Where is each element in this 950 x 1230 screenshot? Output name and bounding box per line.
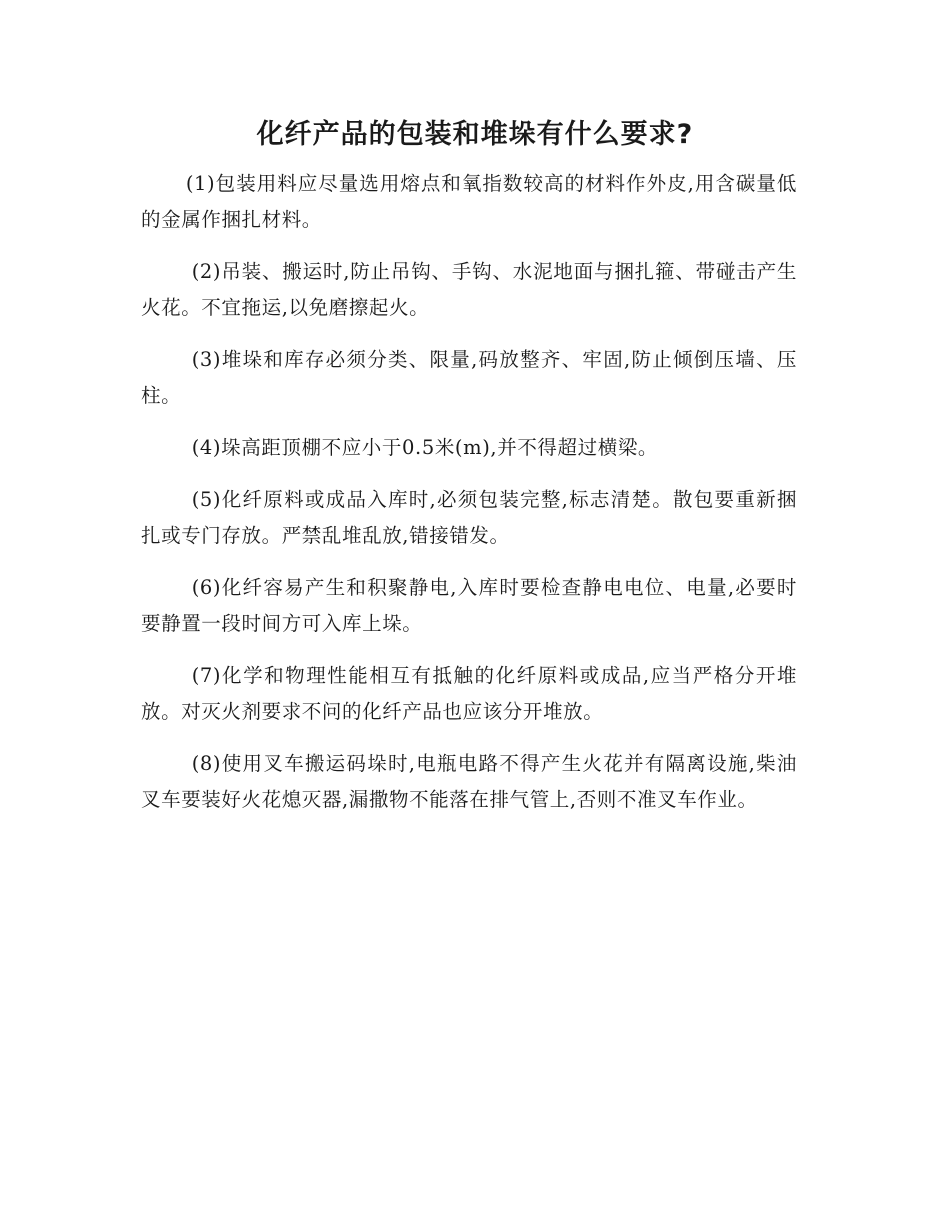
- paragraph-2: (2)吊装、搬运时,防止吊钩、手钩、水泥地面与捆扎箍、带碰击产生火花。不宜拖运,以免磨擦起火。: [141, 260, 797, 319]
- page-title: 化纤产品的包装和堆垛有什么要求?: [256, 119, 694, 150]
- document-body: [141, 166, 797, 834]
- paragraph-4: (4)垛高距顶棚不应小于0.5米(m),并不得超过横梁。: [191, 436, 659, 459]
- paragraph-8: (8)使用叉车搬运码垛时,电瓶电路不得产生火花并有隔离设施,柴油叉车要装好火花熄灭器,漏撒物不能落在排气管上,否则不准叉车作业。: [141, 752, 797, 811]
- paragraph-3: (3)堆垛和库存必须分类、限量,码放整齐、牢固,防止倾倒压墙、压柱。: [141, 348, 797, 407]
- paragraph-6: (6)化纤容易产生和积聚静电,入库时要检查静电电位、电量,必要时要静置一段时间方可入库上垛。: [141, 576, 797, 635]
- paragraph-5: (5)化纤原料或成品入库时,必须包装完整,标志清楚。散包要重新捆扎或专门存放。严禁乱堆乱放,错接错发。: [141, 488, 797, 547]
- paragraph-1: (1)包装用料应尽量选用熔点和氧指数较高的材料作外皮,用含碳量低的金属作捆扎材料。: [141, 172, 797, 231]
- paragraph-7: (7)化学和物理性能相互有抵触的化纤原料或成品,应当严格分开堆放。对灭火剂要求不问的化纤产品也应该分开堆放。: [141, 664, 797, 723]
